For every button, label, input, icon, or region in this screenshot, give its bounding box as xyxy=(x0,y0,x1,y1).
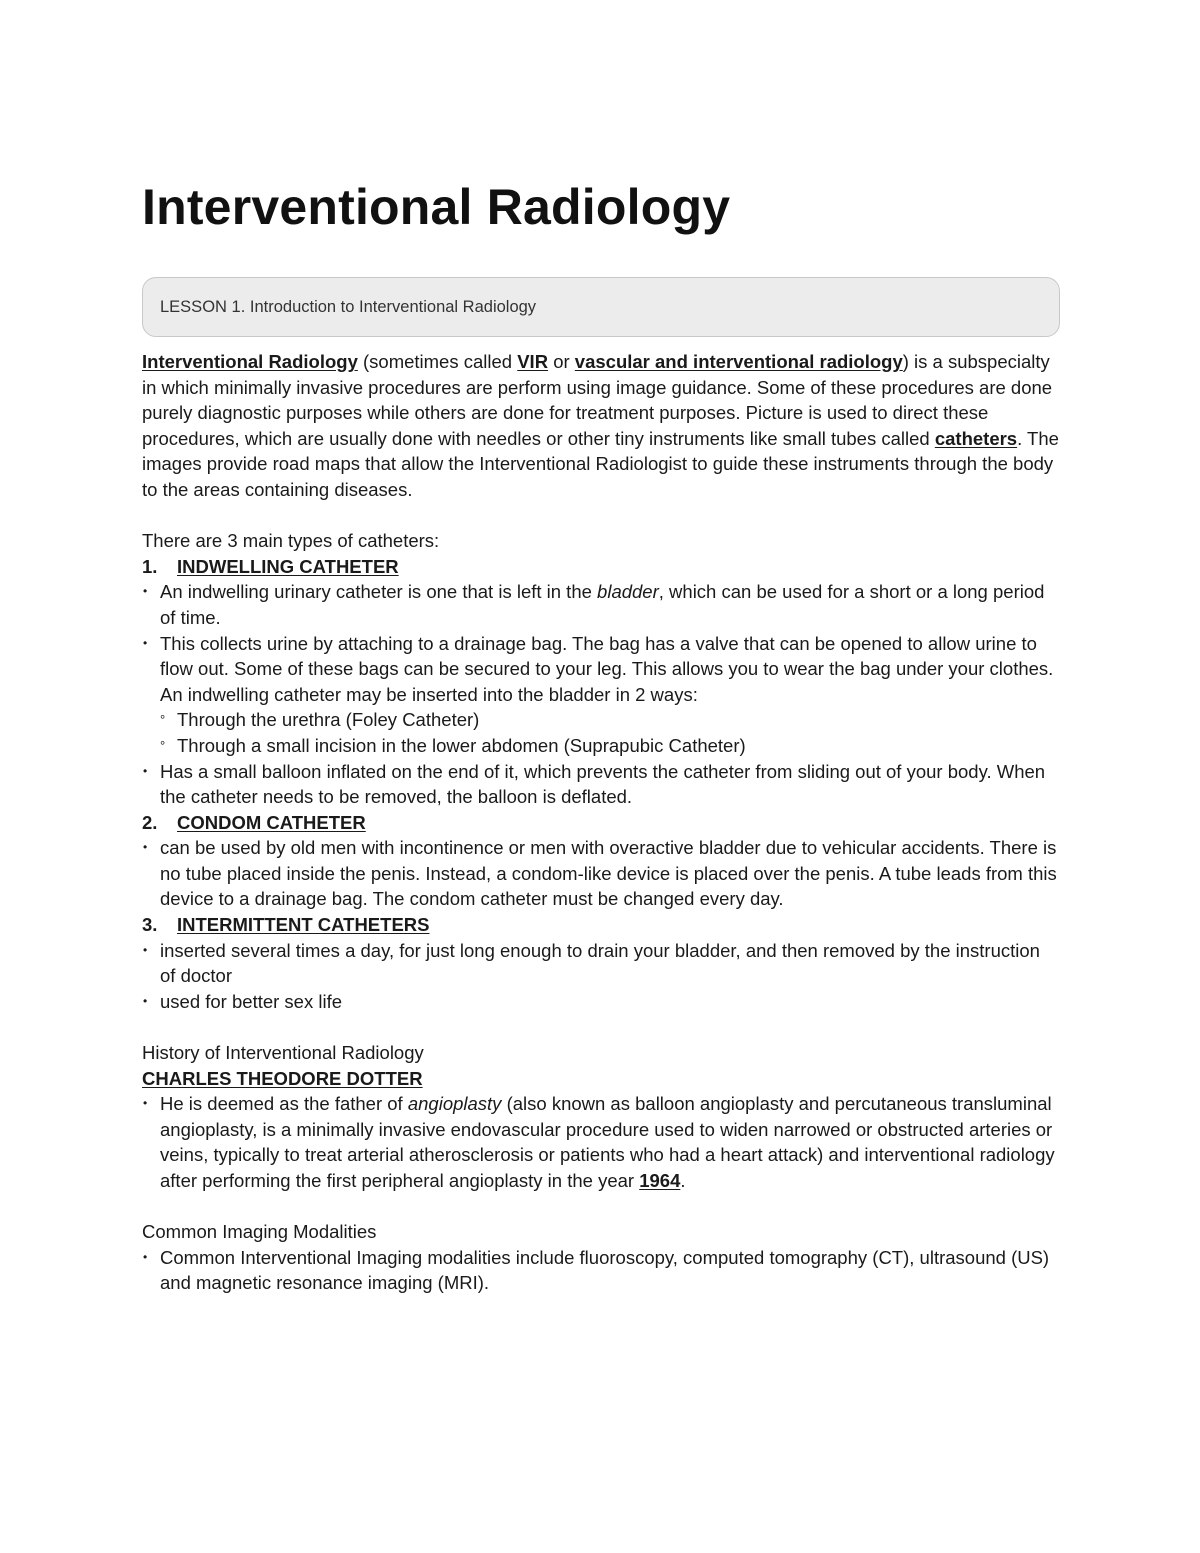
bullet-icon: • xyxy=(143,635,148,650)
document-page xyxy=(142,172,1060,1296)
document-title: Interventional Radiology xyxy=(142,179,731,235)
type-heading-intermittent: 3. INTERMITTENT CATHETERS xyxy=(142,914,430,936)
bullet-icon: • xyxy=(143,1249,148,1264)
list-item: • An indwelling urinary catheter is one that is left in the bladder, which can be used for a short or a long period of time. xyxy=(142,579,1060,630)
modalities-heading: Common Imaging Modalities xyxy=(142,1221,377,1243)
history-person: CHARLES THEODORE DOTTER xyxy=(142,1067,423,1089)
sub-bullet-icon: ° xyxy=(160,737,166,753)
type-heading-condom: 2. CONDOM CATHETER xyxy=(142,811,366,833)
list-item: • used for better sex life xyxy=(142,989,1060,1015)
bullet-icon: • xyxy=(143,584,148,599)
history-year: 1964 xyxy=(639,1170,681,1191)
types-intro: There are 3 main types of catheters: xyxy=(142,530,440,552)
lesson-banner xyxy=(142,277,1060,337)
sub-bullet-icon: ° xyxy=(160,712,166,728)
term-vir: VIR xyxy=(517,351,549,372)
bullet-icon: • xyxy=(143,840,148,855)
sub-list-item: ° Through the urethra (Foley Catheter) xyxy=(142,707,1060,733)
list-item: • can be used by old men with incontinence or men with overactive bladder due to vehicular accidents. There is no tube placed inside the penis. Instead, a condom-like device is placed over the penis. A tube leads from this device to a drainage bag. The condom catheter must be changed every day. xyxy=(142,835,1060,912)
list-item: • inserted several times a day, for just long enough to drain your bladder, and then removed by the instruction of doctor xyxy=(142,938,1060,989)
type-heading-indwelling: 1. INDWELLING CATHETER xyxy=(142,555,399,577)
bullet-icon: • xyxy=(143,993,148,1008)
term-catheters: catheters xyxy=(934,427,1018,449)
intro-paragraph: Interventional Radiology (sometimes called VIR or vascular and interventional radiology) is a subspecialty in which minimally invasive procedures are perform using image guidance. Some of these procedures are done purely diagnostic purposes while others are done for treatment purposes. Picture is used to direct these procedures, which are usually done with needles or other tiny instruments like small tubes called catheters. The images provide road maps that allow the Interventional Radiologist to guide these instruments through the body to the areas containing diseases. xyxy=(142,351,1059,500)
lesson-label: LESSON 1. Introduction to Interventional Radiology xyxy=(160,297,537,316)
bullet-icon: • xyxy=(143,1096,148,1111)
list-item: • Has a small balloon inflated on the end of it, which prevents the catheter from sliding out of your body. When the catheter needs to be removed, the balloon is deflated. xyxy=(142,759,1060,810)
term-interventional-radiology: Interventional Radiology xyxy=(142,351,358,372)
list-item: • Common Interventional Imaging modalities include fluoroscopy, computed tomography (CT), ultrasound (US) and magnetic resonance imaging (MRI). xyxy=(142,1245,1060,1296)
sub-list-item: ° Through a small incision in the lower abdomen (Suprapubic Catheter) xyxy=(142,733,1060,759)
history-heading: History of Interventional Radiology xyxy=(142,1042,424,1064)
list-item: • He is deemed as the father of angioplasty (also known as balloon angioplasty and percutaneous transluminal angioplasty, is a minimally invasive endovascular procedure used to widen narrowed or obstructed arteries or veins, typically to treat arterial atherosclerosis or patients who had a heart attack) and interventional radiology after performing the first peripheral angioplasty in the year 1964. xyxy=(142,1091,1060,1193)
document-body xyxy=(142,349,1060,1296)
bullet-icon: • xyxy=(143,763,148,778)
term-vascular-interventional: vascular and interventional radiology xyxy=(574,351,903,372)
list-item: • This collects urine by attaching to a drainage bag. The bag has a valve that can be opened to allow urine to flow out. Some of these bags can be secured to your leg. This allows you to wear the bag under your clothes. An indwelling catheter may be inserted into the bladder in 2 ways: xyxy=(142,631,1060,708)
bullet-icon: • xyxy=(143,942,148,957)
